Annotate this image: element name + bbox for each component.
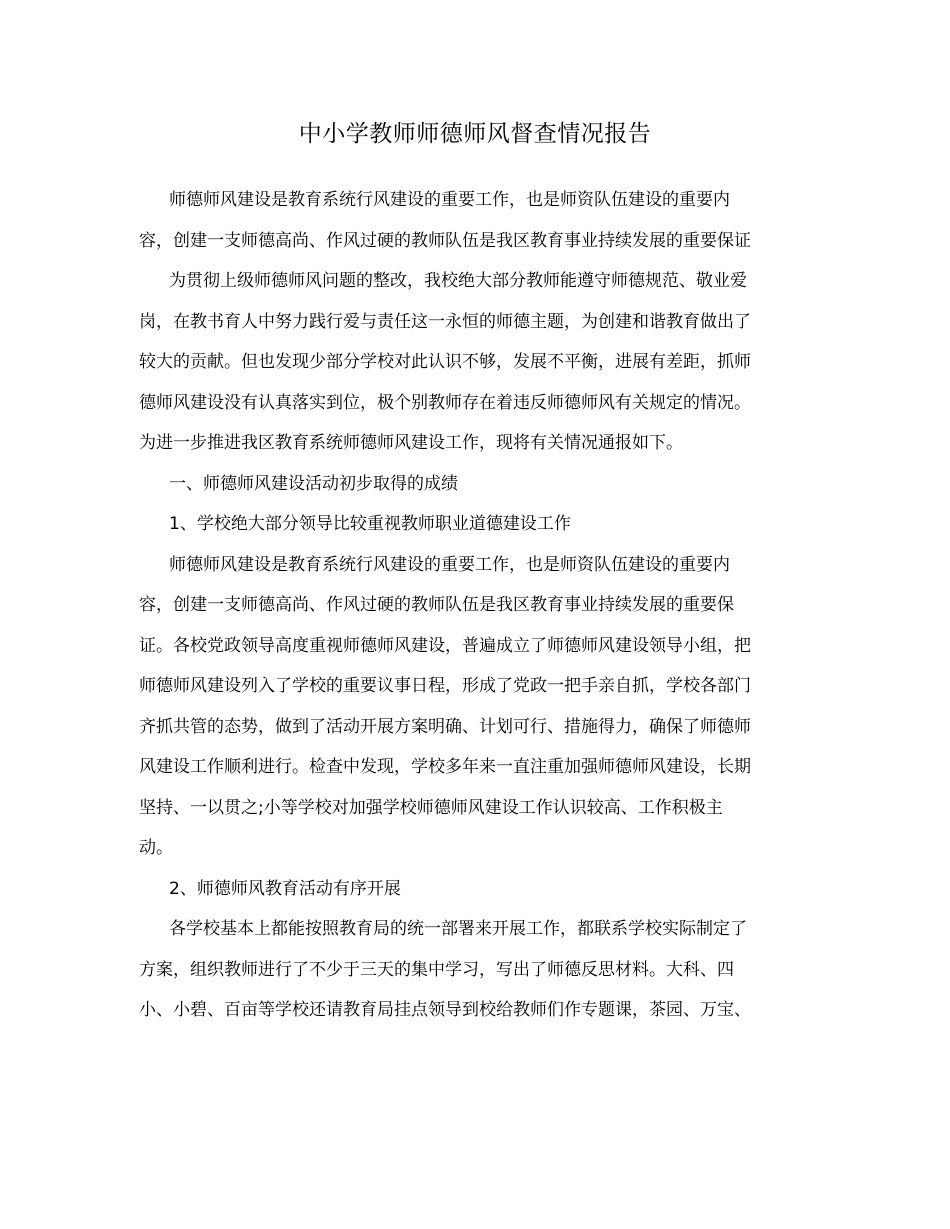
paragraph-line: 方案，组织教师进行了不少于三天的集中学习，写出了师德反思材料。大科、四 xyxy=(139,959,734,980)
paragraph-line: 师德师风建设是教育系统行风建设的重要工作，也是师资队伍建设的重要内 xyxy=(169,190,730,210)
paragraph-line: 容，创建一支师德高尚、作风过硬的教师队伍是我区教育事业持续发展的重要保 xyxy=(139,595,734,615)
paragraph-line: 为进一步推进我区教育系统师德师风建设工作，现将有关情况通报如下。 xyxy=(139,433,683,453)
paragraph-line: 较大的贡献。但也发现少部分学校对此认识不够，发展不平衡，进展有差距，抓师 xyxy=(139,352,751,372)
paragraph-line: 各学校基本上都能按照教育局的统一部署来开展工作，都联系学校实际制定了 xyxy=(169,919,747,939)
paragraph-line: 动。 xyxy=(139,838,173,858)
paragraph-line: 岗，在教书育人中努力践行爱与责任这一永恒的师德主题，为创建和谐教育做出了 xyxy=(139,311,751,332)
document-title: 中小学教师师德师风督查情况报告 xyxy=(298,121,652,147)
paragraph-line: 德师风建设没有认真落实到位，极个别教师存在着违反师德师风有关规定的情况。 xyxy=(139,392,751,413)
paragraph-line: 小、小碧、百亩等学校还请教育局挂点领导到校给教师们作专题课，茶园、万宝、 xyxy=(139,1000,751,1020)
paragraph-line: 齐抓共管的态势，做到了活动开展方案明确、计划可行、措施得力，确保了师德师 xyxy=(139,716,751,737)
paragraph-line: 为贯彻上级师德师风问题的整改，我校绝大部分教师能遵守师德规范、敬业爱 xyxy=(169,271,747,291)
paragraph-line: 1、学校绝大部分领导比较重视教师职业道德建设工作 xyxy=(169,514,571,534)
paragraph-line: 一、师德师风建设活动初步取得的成绩 xyxy=(169,473,458,494)
paragraph-line: 2、师德师风教育活动有序开展 xyxy=(169,878,401,899)
paragraph-line: 师德师风建设是教育系统行风建设的重要工作，也是师资队伍建设的重要内 xyxy=(169,554,730,575)
paragraph-line: 坚持、一以贯之;小等学校对加强学校师德师风建设工作认识较高、工作积极主 xyxy=(139,797,723,818)
paragraph-line: 师德师风建设列入了学校的重要议事日程，形成了党政一把手亲自抓，学校各部门 xyxy=(139,676,751,696)
paragraph-line: 容，创建一支师德高尚、作风过硬的教师队伍是我区教育事业持续发展的重要保证 xyxy=(139,230,751,251)
paragraph-line: 风建设工作顺利进行。检查中发现，学校多年来一直注重加强师德师风建设，长期 xyxy=(139,757,751,777)
paragraph-line: 证。各校党政领导高度重视师德师风建设，普遍成立了师德师风建设领导小组，把 xyxy=(139,635,751,656)
document-body xyxy=(139,180,813,1031)
